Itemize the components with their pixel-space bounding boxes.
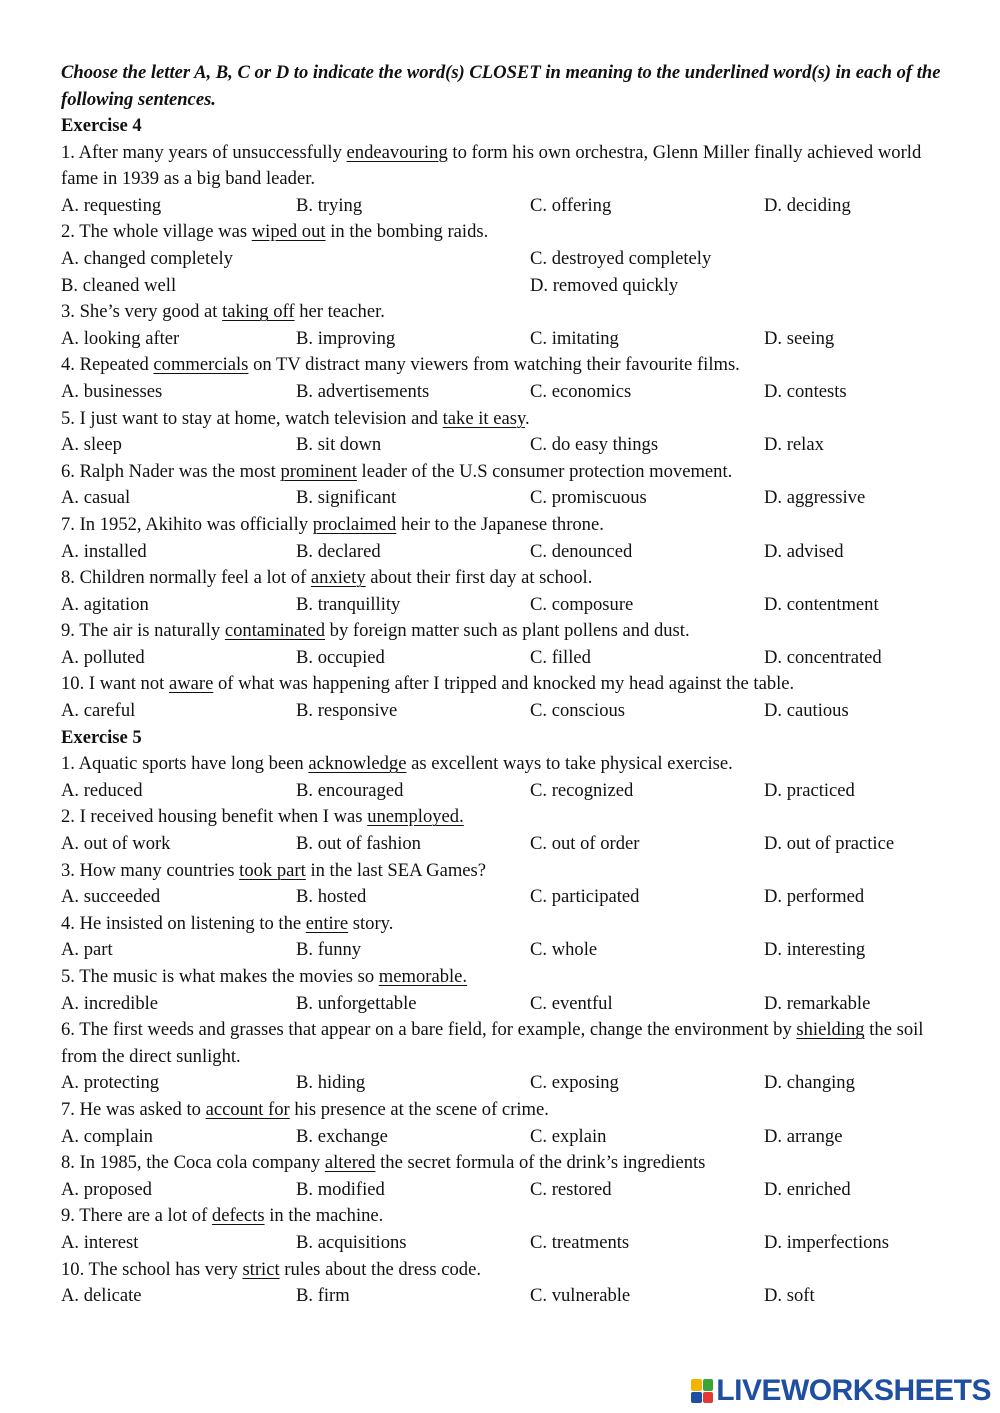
question-text: 7. He was asked to account for his presence at the scene of crime. <box>61 1098 549 1120</box>
question <box>61 1203 941 1256</box>
question <box>61 140 941 220</box>
option-b[interactable]: B. tranquillity <box>296 593 401 615</box>
question <box>61 1017 941 1097</box>
underlined-word: shielding <box>796 1019 865 1041</box>
underlined-word: altered <box>324 1152 376 1174</box>
question <box>61 565 941 618</box>
worksheet <box>61 59 941 1310</box>
option-b[interactable]: B. declared <box>296 540 381 562</box>
question-text: 6. Ralph Nader was the most prominent leader of the U.S consumer protection movement. <box>61 460 733 482</box>
option-c[interactable]: C. offering <box>530 194 612 216</box>
underlined-word: endeavouring <box>346 141 448 163</box>
question-text: 2. I received housing benefit when I was unemployed. <box>61 806 464 828</box>
question-text: 4. Repeated commercials on TV distract many viewers from watching their favourite films. <box>61 354 740 376</box>
underlined-word: commercials <box>153 354 249 376</box>
option-d[interactable]: D. aggressive <box>764 487 866 509</box>
option-a[interactable]: A. installed <box>61 540 147 562</box>
question <box>61 1150 941 1203</box>
option-c[interactable]: C. vulnerable <box>530 1285 631 1307</box>
answer-options <box>61 193 941 220</box>
underlined-word: taking off <box>222 301 295 323</box>
question <box>61 804 941 857</box>
option-a[interactable]: A. complain <box>61 1125 153 1147</box>
answer-options <box>61 1283 941 1310</box>
underlined-word: wiped out <box>251 221 326 243</box>
option-b[interactable]: B. acquisitions <box>296 1231 407 1253</box>
option-a[interactable]: A. delicate <box>61 1285 142 1307</box>
answer-options <box>61 645 941 672</box>
question-text: 7. In 1952, Akihito was officially proclaimed heir to the Japanese throne. <box>61 513 604 535</box>
option-c[interactable]: C. conscious <box>530 700 626 722</box>
option-a[interactable]: A. careful <box>61 700 136 722</box>
option-d[interactable]: D. concentrated <box>764 646 882 668</box>
answer-options <box>61 485 941 512</box>
instructions: Choose the letter A, B, C or D to indicate the word(s) CLOSET in meaning to the underlined word(s) in each of the following sentences. <box>61 62 941 110</box>
option-c[interactable]: C. restored <box>530 1178 612 1200</box>
option-c[interactable]: C. promiscuous <box>530 487 647 509</box>
option-c[interactable]: C. whole <box>530 939 598 961</box>
option-a[interactable]: A. part <box>61 939 113 961</box>
question-text: 9. The air is naturally contaminated by foreign matter such as plant pollens and dust. <box>61 620 690 642</box>
question <box>61 964 941 1017</box>
underlined-word: take it easy <box>442 407 526 429</box>
answer-options <box>61 246 941 299</box>
option-c[interactable]: C. explain <box>530 1125 607 1147</box>
liveworksheets-logo <box>691 1376 991 1406</box>
answer-options <box>61 539 941 566</box>
option-d[interactable]: D. deciding <box>764 194 851 216</box>
question <box>61 671 941 724</box>
answer-options <box>61 432 941 459</box>
option-c[interactable]: C. participated <box>530 886 640 908</box>
option-d[interactable]: D. seeing <box>764 327 835 349</box>
option-a[interactable]: A. looking after <box>61 327 180 349</box>
answer-options <box>61 1230 941 1257</box>
option-c[interactable]: C. denounced <box>530 540 633 562</box>
option-b[interactable]: B. improving <box>296 327 396 349</box>
underlined-word: defects <box>211 1205 265 1227</box>
option-b[interactable]: B. unforgettable <box>296 992 417 1014</box>
question <box>61 512 941 565</box>
option-a[interactable]: A. requesting <box>61 194 162 216</box>
exercise-5-title: Exercise 5 <box>61 726 142 748</box>
question <box>61 858 941 911</box>
answer-options <box>61 1070 941 1097</box>
option-d[interactable]: D. cautious <box>764 700 849 722</box>
option-a[interactable]: A. changed completely <box>61 247 233 269</box>
option-c[interactable]: C. imitating <box>530 327 619 349</box>
underlined-word: took part <box>239 859 306 881</box>
answer-options <box>61 884 941 911</box>
option-a[interactable]: A. succeeded <box>61 886 161 908</box>
option-d[interactable]: D. practiced <box>764 779 855 801</box>
option-d[interactable]: D. interesting <box>764 939 866 961</box>
question-text: 1. After many years of unsuccessfully endeavouring to form his own orchestra, Glenn Miller finally achieved world fame in 1939 as a big band leader. <box>61 141 922 190</box>
question-text: 10. I want not aware of what was happening after I tripped and knocked my head against the table. <box>61 673 795 695</box>
answer-options <box>61 698 941 725</box>
option-d[interactable]: D. arrange <box>764 1125 843 1147</box>
underlined-word: aware <box>168 673 214 695</box>
option-c[interactable]: C. eventful <box>530 992 613 1014</box>
answer-options <box>61 326 941 353</box>
underlined-word: proclaimed <box>312 513 397 535</box>
option-c[interactable]: C. destroyed completely <box>530 247 712 269</box>
option-c[interactable]: C. composure <box>530 593 634 615</box>
underlined-word: memorable. <box>378 966 468 987</box>
question-text: 10. The school has very strict rules about the dress code. <box>61 1258 481 1280</box>
answer-options <box>61 592 941 619</box>
logo-mark-icon <box>691 1379 713 1403</box>
question-text: 5. I just want to stay at home, watch television and take it easy. <box>61 407 530 429</box>
option-d[interactable]: D. soft <box>764 1285 815 1307</box>
logo-text: LIVEWORKSHEETS <box>716 1374 991 1407</box>
option-b[interactable]: B. exchange <box>296 1125 388 1147</box>
exercise-5-questions <box>61 751 941 1309</box>
underlined-word: entire <box>305 912 349 934</box>
option-d[interactable]: D. out of practice <box>764 833 895 855</box>
option-a[interactable]: A. businesses <box>61 380 163 402</box>
answer-options <box>61 1124 941 1151</box>
exercise-4-questions <box>61 140 941 725</box>
option-d[interactable]: D. remarkable <box>764 992 871 1014</box>
question <box>61 618 941 671</box>
underlined-word: account for <box>205 1098 290 1120</box>
question <box>61 352 941 405</box>
option-a[interactable]: A. sleep <box>61 434 122 456</box>
option-c[interactable]: C. treatments <box>530 1231 630 1253</box>
underlined-word: anxiety <box>310 567 366 589</box>
option-d[interactable]: D. advised <box>764 540 844 562</box>
option-b[interactable]: B. advertisements <box>296 380 430 402</box>
question-text: 8. Children normally feel a lot of anxiety about their first day at school. <box>61 567 593 589</box>
option-d[interactable]: D. changing <box>764 1072 855 1094</box>
answer-options <box>61 778 941 805</box>
question-text: 9. There are a lot of defects in the machine. <box>61 1205 384 1227</box>
option-a[interactable]: A. interest <box>61 1231 139 1253</box>
question-text: 3. She’s very good at taking off her teacher. <box>61 301 385 323</box>
question-text: 4. He insisted on listening to the entire story. <box>61 912 394 934</box>
question-text: 8. In 1985, the Coca cola company altered the secret formula of the drink’s ingredients <box>61 1152 706 1174</box>
option-b[interactable]: B. cleaned well <box>61 274 177 296</box>
underlined-word: contaminated <box>224 620 326 642</box>
option-c[interactable]: C. recognized <box>530 779 634 801</box>
question <box>61 1257 941 1310</box>
option-a[interactable]: A. incredible <box>61 992 159 1014</box>
option-c[interactable]: C. filled <box>530 646 591 668</box>
option-d[interactable]: D. contests <box>764 380 847 402</box>
underlined-word: strict <box>242 1258 280 1280</box>
exercise-4-title: Exercise 4 <box>61 115 142 136</box>
option-c[interactable]: C. exposing <box>530 1072 619 1094</box>
question <box>61 1097 941 1150</box>
option-b[interactable]: B. hosted <box>296 886 367 908</box>
option-b[interactable]: B. encouraged <box>296 779 404 801</box>
question-text: 2. The whole village was wiped out in the bombing raids. <box>61 221 489 243</box>
answer-options <box>61 831 941 858</box>
option-d[interactable]: D. enriched <box>764 1178 851 1200</box>
answer-options <box>61 991 941 1018</box>
option-a[interactable]: A. proposed <box>61 1178 152 1200</box>
option-d[interactable]: D. performed <box>764 886 865 908</box>
option-a[interactable]: A. protecting <box>61 1072 160 1094</box>
option-a[interactable]: A. casual <box>61 487 131 509</box>
option-a[interactable]: A. agitation <box>61 593 149 615</box>
question <box>61 751 941 804</box>
question <box>61 406 941 459</box>
option-b[interactable]: B. significant <box>296 487 397 509</box>
question-text: 5. The music is what makes the movies so memorable. <box>61 966 468 987</box>
question-text: 1. Aquatic sports have long been acknowledge as excellent ways to take physical exercise. <box>61 753 733 775</box>
option-a[interactable]: A. polluted <box>61 646 145 668</box>
option-c[interactable]: C. out of order <box>530 833 640 855</box>
option-b[interactable]: B. occupied <box>296 646 385 668</box>
underlined-word: acknowledge <box>308 753 407 775</box>
option-b[interactable]: B. firm <box>296 1285 350 1307</box>
option-b[interactable]: B. funny <box>296 939 362 961</box>
option-b[interactable]: B. modified <box>296 1178 385 1200</box>
question-text: 6. The first weeds and grasses that appear on a bare field, for example, change the environment by shielding the soil from the direct sunlight. <box>61 1019 924 1067</box>
option-d[interactable]: D. contentment <box>764 593 879 615</box>
option-a[interactable]: A. out of work <box>61 833 171 855</box>
option-b[interactable]: B. out of fashion <box>296 833 421 855</box>
option-c[interactable]: C. economics <box>530 380 632 402</box>
underlined-word: prominent <box>280 460 357 482</box>
option-b[interactable]: B. hiding <box>296 1072 366 1094</box>
answer-options <box>61 1177 941 1204</box>
answer-options <box>61 379 941 406</box>
question <box>61 459 941 512</box>
question <box>61 299 941 352</box>
answer-options <box>61 937 941 964</box>
option-d[interactable]: D. relax <box>764 434 824 456</box>
option-c[interactable]: C. do easy things <box>530 434 659 456</box>
question <box>61 911 941 964</box>
question <box>61 219 941 299</box>
option-b[interactable]: B. responsive <box>296 700 398 722</box>
underlined-word: unemployed. <box>367 806 464 828</box>
question-text: 3. How many countries took part in the last SEA Games? <box>61 859 487 881</box>
option-b[interactable]: B. trying <box>296 194 363 216</box>
option-d[interactable]: D. imperfections <box>764 1231 889 1253</box>
option-b[interactable]: B. sit down <box>296 434 382 456</box>
option-a[interactable]: A. reduced <box>61 779 143 801</box>
option-d[interactable]: D. removed quickly <box>530 274 679 296</box>
